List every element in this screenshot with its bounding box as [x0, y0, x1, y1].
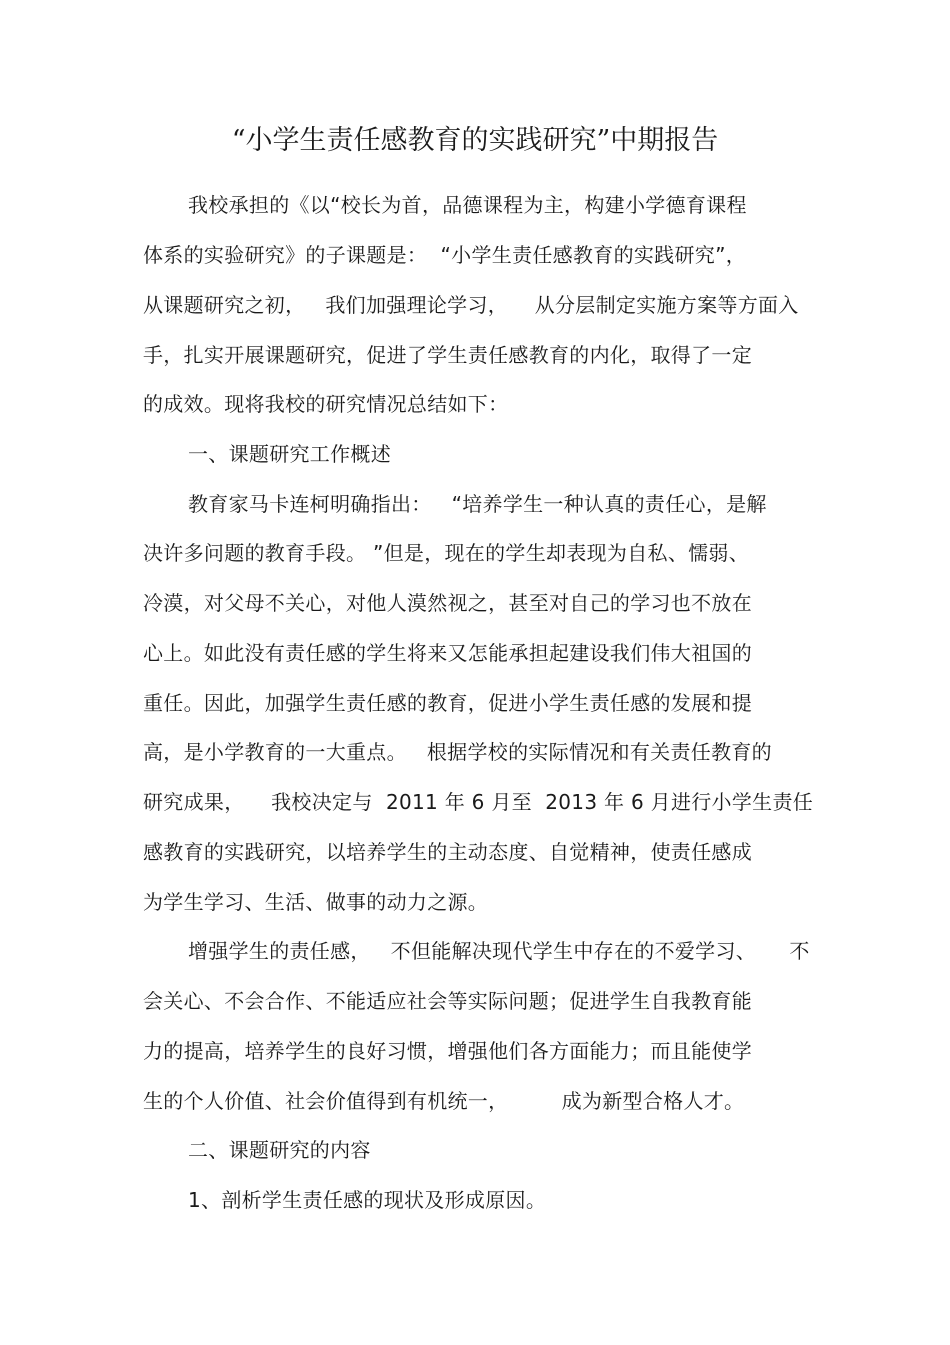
paragraph-line: 高，是小学教育的一大重点。 根据学校的实际情况和有关责任教育的 [143, 740, 772, 764]
section-heading: 二、课题研究的内容 [188, 1138, 371, 1162]
paragraph-line: 心上。如此没有责任感的学生将来又怎能承担起建设我们伟大祖国的 [143, 641, 752, 665]
paragraph-line: 冷漠，对父母不关心，对他人漠然视之，甚至对自己的学习也不放在 [143, 591, 752, 615]
section-heading: 一、课题研究工作概述 [188, 442, 391, 466]
paragraph-line: 决许多问题的教育手段。 ”但是，现在的学生却表现为自私、懦弱、 [143, 541, 750, 565]
paragraph-line: 生的个人价值、社会价值得到有机统一， 成为新型合格人才。 [143, 1089, 745, 1113]
paragraph-line: 手，扎实开展课题研究，促进了学生责任感教育的内化，取得了一定 [143, 343, 752, 367]
paragraph-line: 感教育的实践研究，以培养学生的主动态度、自觉精神，使责任感成 [143, 840, 752, 864]
paragraph-line: 从课题研究之初， 我们加强理论学习， 从分层制定实施方案等方面入 [143, 293, 799, 317]
paragraph-line: 增强学生的责任感， 不但能解决现代学生中存在的不爱学习、 不 [188, 939, 810, 963]
paragraph-line: 会关心、不会合作、不能适应社会等实际问题；促进学生自我教育能 [143, 989, 752, 1013]
paragraph-line: 体系的实验研究》的子课题是： “小学生责任感教育的实践研究”， [143, 243, 747, 267]
paragraph-line: 为学生学习、生活、做事的动力之源。 [143, 890, 489, 914]
document-title: “小学生责任感教育的实践研究”中期报告 [231, 125, 719, 156]
list-item: 1、剖析学生责任感的现状及形成原因。 [188, 1188, 547, 1212]
paragraph-line: 研究成果， 我校决定与 2011 年 6 月至 2013 年 6 月进行小学生责任 [143, 790, 814, 814]
paragraph-line: 重任。因此，加强学生责任感的教育，促进小学生责任感的发展和提 [143, 691, 752, 715]
paragraph-line: 我校承担的《以“校长为首，品德课程为主，构建小学德育课程 [188, 193, 747, 217]
paragraph-line: 教育家马卡连柯明确指出： “培养学生一种认真的责任心，是解 [188, 492, 767, 516]
paragraph-line: 力的提高，培养学生的良好习惯，增强他们各方面能力；而且能使学 [143, 1039, 752, 1063]
paragraph-line: 的成效。现将我校的研究情况总结如下： [143, 392, 509, 416]
